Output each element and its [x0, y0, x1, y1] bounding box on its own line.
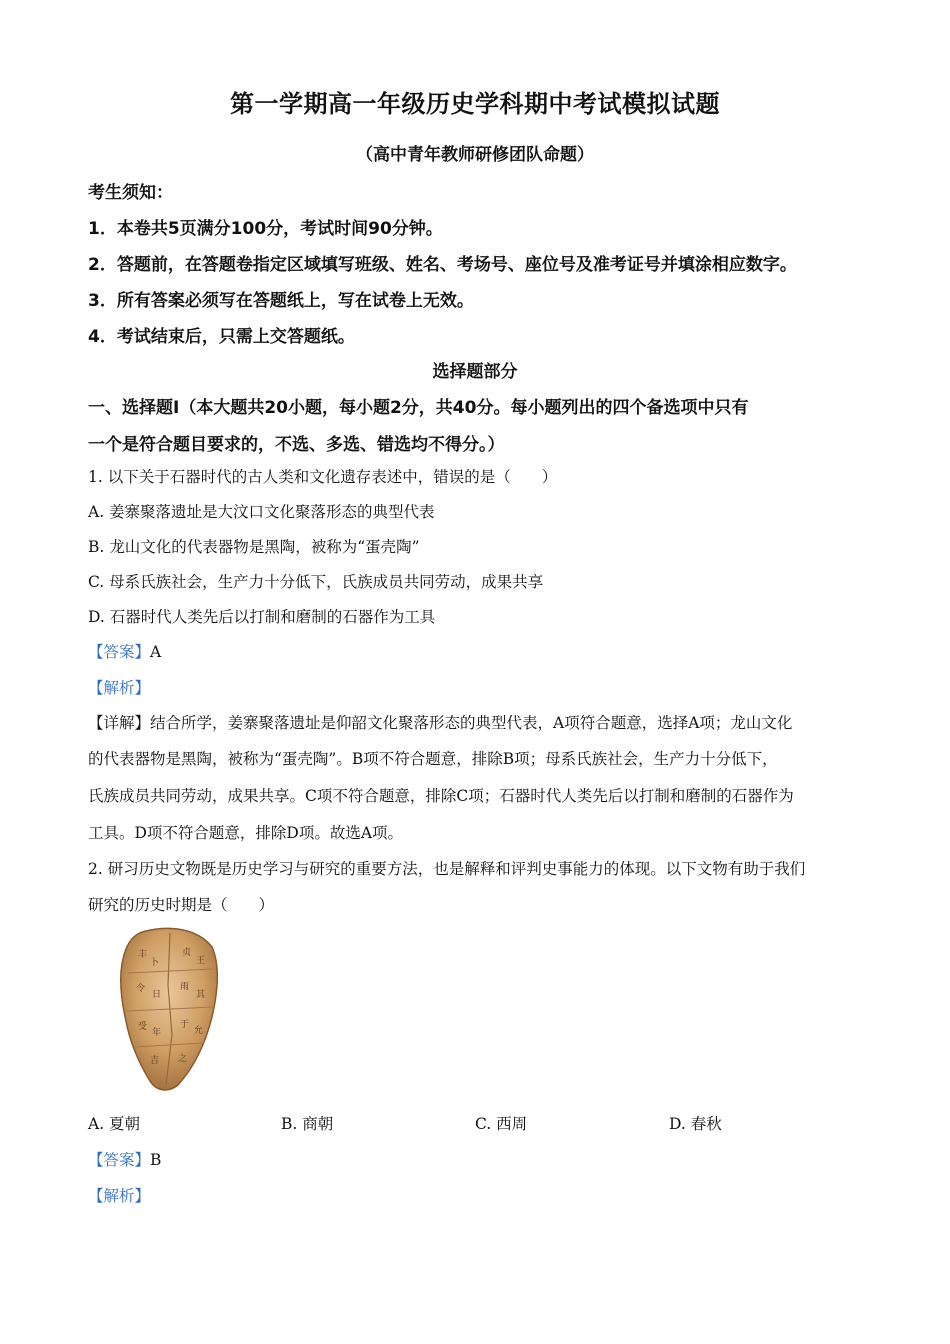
svg-text:吉: 吉 — [150, 1056, 160, 1066]
answer-value: B — [150, 1151, 162, 1169]
question-1-option-a: A. 姜寨聚落遗址是大汶口文化聚落形态的典型代表 — [88, 503, 435, 521]
question-2-stem: 2. 研习历史文物既是历史学习与研究的重要方法，也是解释和评判史事能力的体现。以下文物有助于我们 — [88, 860, 806, 878]
page-subtitle: （高中青年教师研修团队命题） — [356, 145, 594, 165]
page-title: 第一学期高一年级历史学科期中考试模拟试题 — [230, 90, 720, 118]
notice-item: 2．答题前，在答题卷指定区域填写班级、姓名、考场号、座位号及准考证号并填涂相应数字。 — [88, 255, 797, 275]
svg-text:日: 日 — [152, 990, 162, 1000]
notice-item: 1．本卷共5页满分100分，考试时间90分钟。 — [88, 219, 443, 239]
question-1-option-b: B. 龙山文化的代表器物是黑陶，被称为“蛋壳陶” — [88, 538, 420, 556]
question-1-detail-line — [88, 711, 792, 733]
detail-text: 结合所学，姜寨聚落遗址是仰韶文化聚落形态的典型代表，A项符合题意，选择A项；龙山文化 — [150, 714, 793, 732]
answer-tag: 【答案】 — [88, 643, 151, 661]
svg-text:允: 允 — [194, 1026, 204, 1036]
question-2-option-a: A. 夏朝 — [88, 1115, 141, 1133]
question-2-option-d: D. 春秋 — [669, 1115, 722, 1133]
question-2-answer — [88, 1148, 161, 1170]
part-instructions-line: 一个是符合题目要求的，不选、多选、错选均不得分。） — [88, 435, 505, 455]
svg-text:受: 受 — [138, 1022, 148, 1032]
svg-text:贞: 贞 — [182, 948, 192, 958]
question-2-option-c: C. 西周 — [475, 1115, 528, 1133]
part-instructions-line: 一、选择题Ⅰ（本大题共20小题，每小题2分，共40分。每小题列出的四个备选项中只有 — [88, 398, 749, 418]
svg-text:其: 其 — [196, 990, 206, 1000]
oracle-bone-image — [116, 925, 222, 1093]
notice-heading: 考生须知： — [88, 183, 173, 203]
question-1-option-c: C. 母系氏族社会，生产力十分低下，氏族成员共同劳动，成果共享 — [88, 573, 544, 591]
question-1-detail-line: 工具。D项不符合题意，排除D项。故选A项。 — [88, 824, 404, 842]
svg-text:年: 年 — [152, 1028, 162, 1038]
svg-text:令: 令 — [136, 984, 146, 994]
svg-text:之: 之 — [178, 1054, 188, 1064]
question-2-analysis-tag: 【解析】 — [88, 1187, 151, 1205]
svg-text:卜: 卜 — [150, 958, 160, 968]
question-2-option-b: B. 商朝 — [281, 1115, 334, 1133]
question-1-detail-line: 的代表器物是黑陶，被称为“蛋壳陶”。B项不符合题意，排除B项；母系氏族社会，生产力十分低下， — [88, 750, 778, 768]
question-1-answer — [88, 640, 161, 662]
question-1-option-d: D. 石器时代人类先后以打制和磨制的石器作为工具 — [88, 608, 436, 626]
svg-text:雨: 雨 — [180, 982, 190, 992]
svg-text:王: 王 — [196, 956, 206, 966]
question-1-analysis-tag: 【解析】 — [88, 679, 151, 697]
detail-tag: 【详解】 — [88, 714, 151, 732]
answer-tag: 【答案】 — [88, 1151, 151, 1169]
section-heading: 选择题部分 — [432, 362, 518, 382]
svg-text:丰: 丰 — [138, 950, 148, 960]
notice-item: 4．考试结束后，只需上交答题纸。 — [88, 327, 355, 347]
answer-value: A — [150, 643, 162, 661]
notice-item: 3．所有答案必须写在答题纸上，写在试卷上无效。 — [88, 291, 474, 311]
question-1-stem: 1. 以下关于石器时代的古人类和文化遗存表述中，错误的是（ ） — [88, 468, 558, 486]
svg-text:于: 于 — [180, 1020, 190, 1030]
question-2-stem: 研究的历史时期是（ ） — [88, 896, 275, 914]
question-1-detail-line: 氏族成员共同劳动，成果共享。C项不符合题意，排除C项；石器时代人类先后以打制和磨制的石器作为 — [88, 787, 794, 805]
